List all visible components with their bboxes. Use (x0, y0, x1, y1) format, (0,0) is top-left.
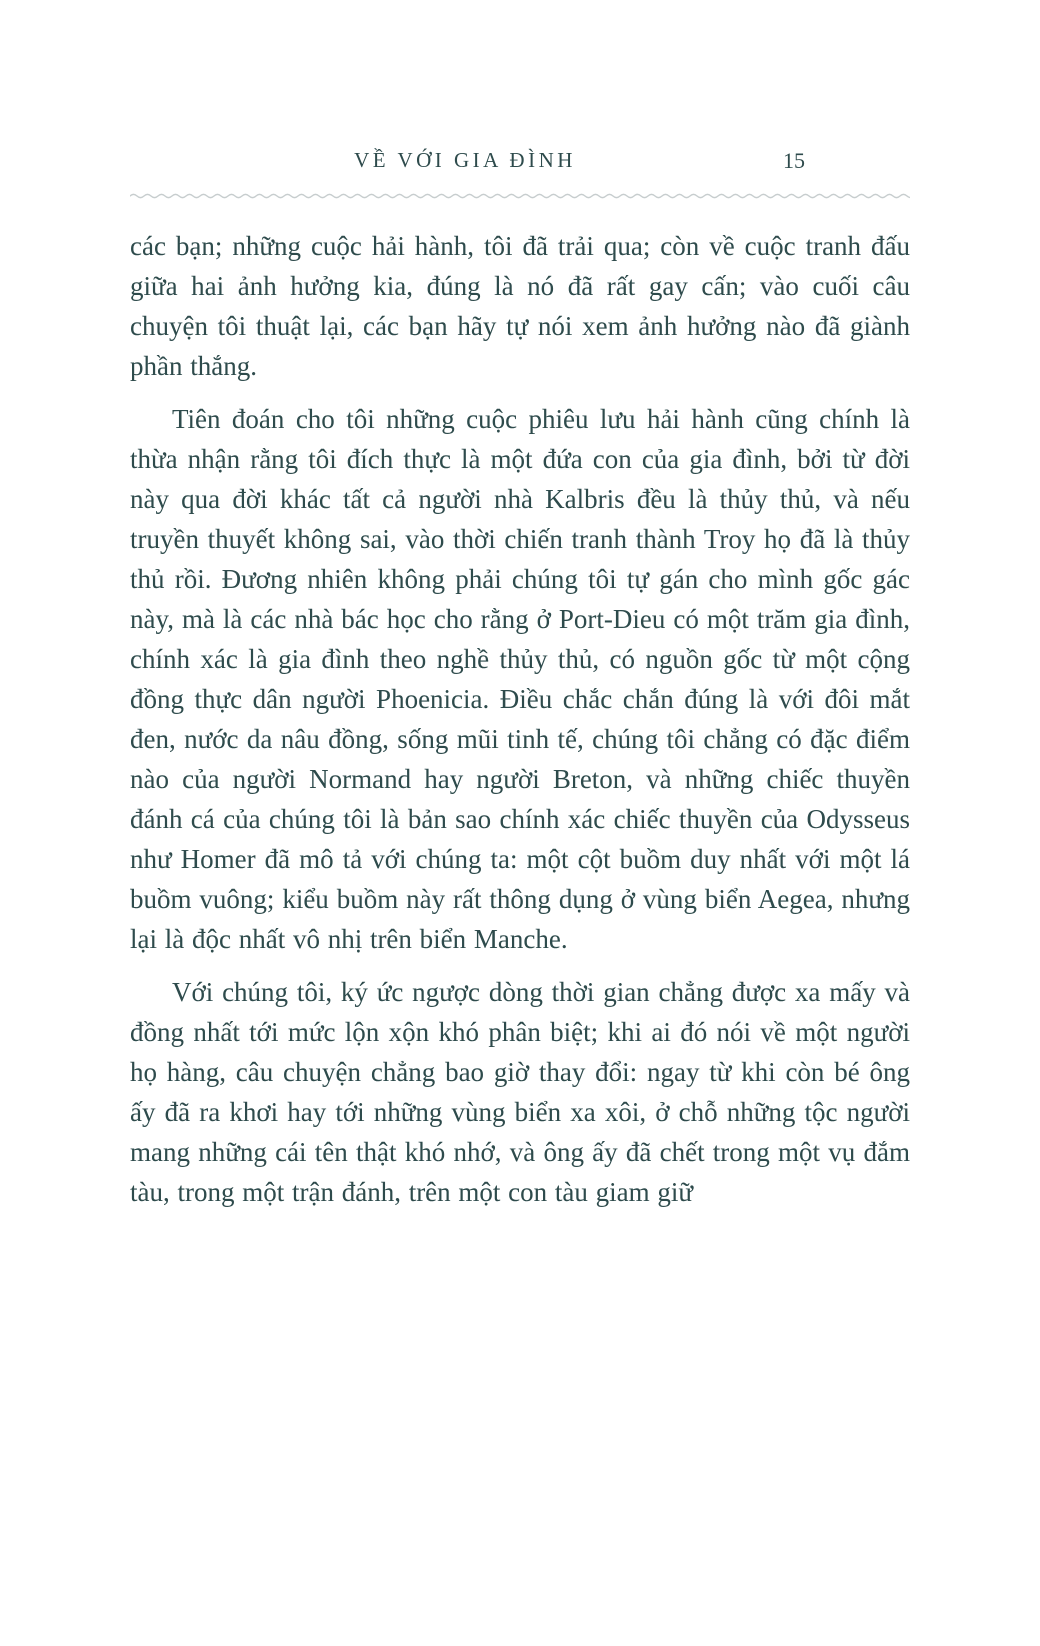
page-number: 15 (783, 148, 805, 173)
paragraph-3: Với chúng tôi, ký ức ngược dòng thời gian chẳng được xa mấy và đồng nhất tới mức lộn xộn khó phân biệt; khi ai đó nói về một người họ hàng, câu chuyện chẳng bao giờ thay đổi: ngay từ khi còn bé ông ấy đã ra khơi hay tới những vùng biển xa xôi, ở chỗ những tộc người mang những cái tên thật khó nhớ, và ông ấy đã chết trong một vụ đắm tàu, trong một trận đánh, trên một con tàu giam giữ (130, 977, 910, 1207)
page-header (130, 148, 910, 180)
wavy-divider (130, 190, 910, 202)
running-title: VỀ VỚI GIA ĐÌNH (354, 148, 576, 172)
page-body (130, 226, 910, 1212)
wavy-divider-path (130, 194, 910, 197)
paragraph-continuation: các bạn; những cuộc hải hành, tôi đã trải qua; còn về cuộc tranh đấu giữa hai ảnh hưởng kia, đúng là nó đã rất gay cấn; vào cuối câu chuyện tôi thuật lại, các bạn hãy tự nói xem ảnh hưởng nào đã giành phần thắng. (130, 231, 910, 381)
paragraph-2: Tiên đoán cho tôi những cuộc phiêu lưu hải hành cũng chính là thừa nhận rằng tôi đích thực là một đứa con của gia đình, bởi từ đời này qua đời khác tất cả người nhà Kalbris đều là thủy thủ, và nếu truyền thuyết không sai, vào thời chiến tranh thành Troy họ đã là thủy thủ rồi. Đương nhiên không phải chúng tôi tự gán cho mình gốc gác này, mà là các nhà bác học cho rằng ở Port-Dieu có một trăm gia đình, chính xác là gia đình theo nghề thủy thủ, có nguồn gốc từ một cộng đồng thực dân người Phoenicia. Điều chắc chắn đúng là với đôi mắt đen, nước da nâu đồng, sống mũi tinh tế, chúng tôi chẳng có đặc điểm nào của người Normand hay người Breton, và những chiếc thuyền đánh cá của chúng tôi là bản sao chính xác chiếc thuyền của Odysseus như Homer đã mô tả với chúng ta: một cột buồm duy nhất với một lá buồm vuông; kiểu buồm này rất thông dụng ở vùng biển Aegea, nhưng lại là độc nhất vô nhị trên biển Manche. (130, 404, 910, 954)
